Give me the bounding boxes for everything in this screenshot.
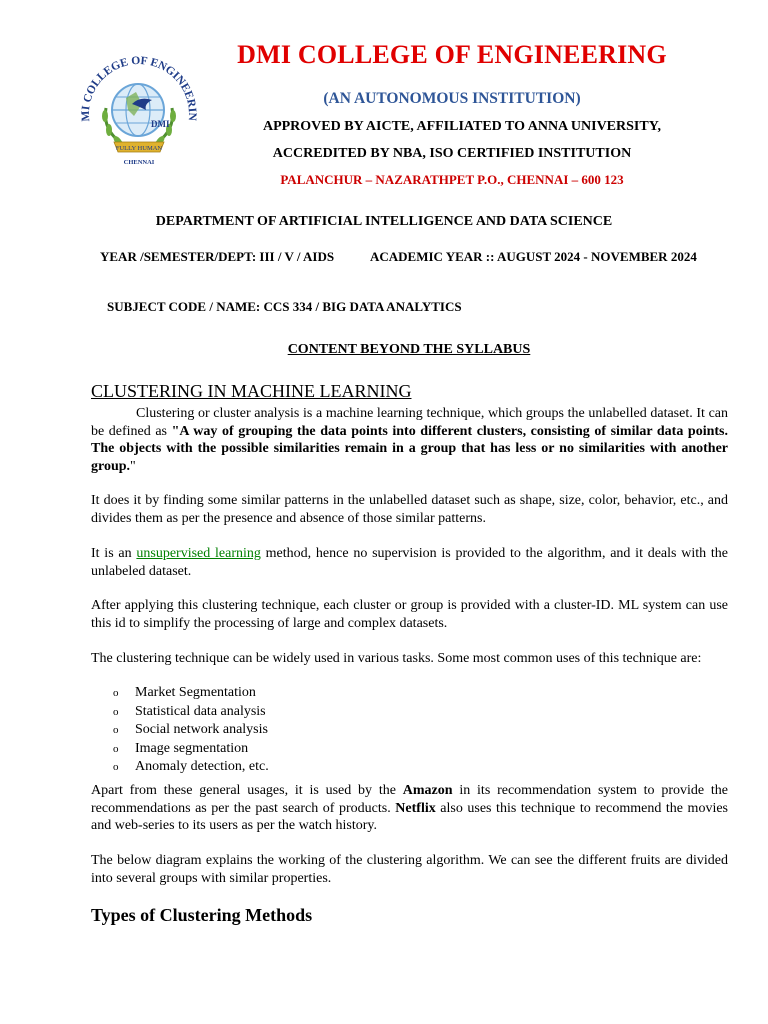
applications-a: Apart from these general usages, it is used by the [91, 783, 403, 798]
clustering-heading: CLUSTERING IN MACHINE LEARNING [91, 381, 412, 401]
college-logo [76, 46, 202, 172]
netflix-text: Netflix [395, 800, 436, 816]
accreditation-line: ACCREDITED BY NBA, ISO CERTIFIED INSTITUTION [272, 146, 632, 161]
definition-paragraph [91, 405, 728, 475]
bullet-marker: o [113, 761, 119, 773]
applications-e: also uses this technique to recommend the movies and web-series to its users as per the watch history. [91, 800, 728, 833]
list-item [113, 758, 269, 777]
unsupervised-after: method, hence no supervision is provided to the algorithm, and it deals with the unlabeled dataset. [91, 546, 728, 579]
definition-quote-open: " [171, 423, 180, 439]
section-title: CONTENT BEYOND THE SYLLABUS [287, 342, 531, 357]
list-item [113, 721, 269, 740]
logo-center-text: DMI [151, 119, 170, 129]
logo-city-text: CHENNAI [123, 159, 155, 166]
patterns-paragraph: It does it by finding some similar patterns in the unlabelled dataset such as shape, size, color, behavior, etc., and divides them as per the presence and absence of those similar patterns. [91, 493, 728, 526]
list-item [113, 684, 269, 703]
list-item-label: Image segmentation [135, 740, 249, 756]
bullet-marker: o [113, 687, 119, 699]
definition-quote: A way of grouping the data points into different clusters, consisting of similar data points. The objects with the possible similarities remain in a group that has less or no similarities with another group. [91, 423, 728, 474]
bullet-marker: o [113, 724, 119, 736]
list-item-label: Social network analysis [135, 722, 268, 737]
bullet-marker: o [113, 742, 119, 755]
logo-arc-textpath: MI COLLEGE OF ENGINEERIN [79, 54, 199, 122]
list-item-label: Anomaly detection, etc. [135, 759, 269, 774]
cluster-id-paragraph: After applying this clustering technique, each cluster or group is provided with a cluster-ID. ML system can use this id to simplify the processing of large and complex datasets. [91, 598, 728, 631]
list-item-label: Statistical data analysis [135, 703, 266, 719]
amazon-text: Amazon [402, 783, 453, 798]
bullet-marker: o [113, 705, 119, 718]
year-semester-line: YEAR /SEMESTER/DEPT: III / V / AIDS [100, 249, 335, 264]
unsupervised-learning-link[interactable]: unsupervised learning [136, 546, 261, 561]
unsupervised-before: It is an [91, 546, 137, 561]
uses-list [113, 684, 269, 777]
department-title: DEPARTMENT OF ARTIFICIAL INTELLIGENCE AND DATA SCIENCE [155, 214, 613, 229]
uses-intro-paragraph: The clustering technique can be widely used in various tasks. Some most common uses of this technique are: [91, 651, 702, 666]
academic-year-line: ACADEMIC YEAR :: AUGUST 2024 - NOVEMBER 2024 [370, 249, 697, 264]
college-seal-icon [76, 46, 202, 172]
unsupervised-paragraph [91, 545, 728, 580]
list-item [113, 740, 269, 759]
applications-c: in its recommendation system to provide the recommendations as per the past search of products. [91, 783, 728, 816]
definition-lead: Clustering or cluster analysis is a machine learning technique, which groups the unlabelled dataset. It can be defined as [91, 406, 728, 439]
list-item [113, 703, 269, 722]
applications-paragraph [91, 782, 728, 835]
definition-quote-close: " [130, 458, 136, 474]
logo-ribbon-text: FULLY HUMAN [115, 145, 163, 152]
diagram-intro-paragraph: The below diagram explains the working of the clustering algorithm. We can see the different fruits are divided into several groups with similar properties. [91, 853, 728, 886]
college-address: PALANCHUR – NAZARATHPET P.O., CHENNAI – 600 123 [280, 172, 624, 187]
autonomous-label: (AN AUTONOMOUS INSTITUTION) [323, 90, 581, 107]
college-name: DMI COLLEGE OF ENGINEERING [237, 40, 667, 69]
types-heading: Types of Clustering Methods [91, 905, 313, 925]
list-item-label: Market Segmentation [135, 685, 256, 700]
approval-line: APPROVED BY AICTE, AFFILIATED TO ANNA UNIVERSITY, [262, 119, 662, 134]
subject-line: SUBJECT CODE / NAME: CCS 334 / BIG DATA ANALYTICS [107, 299, 462, 314]
